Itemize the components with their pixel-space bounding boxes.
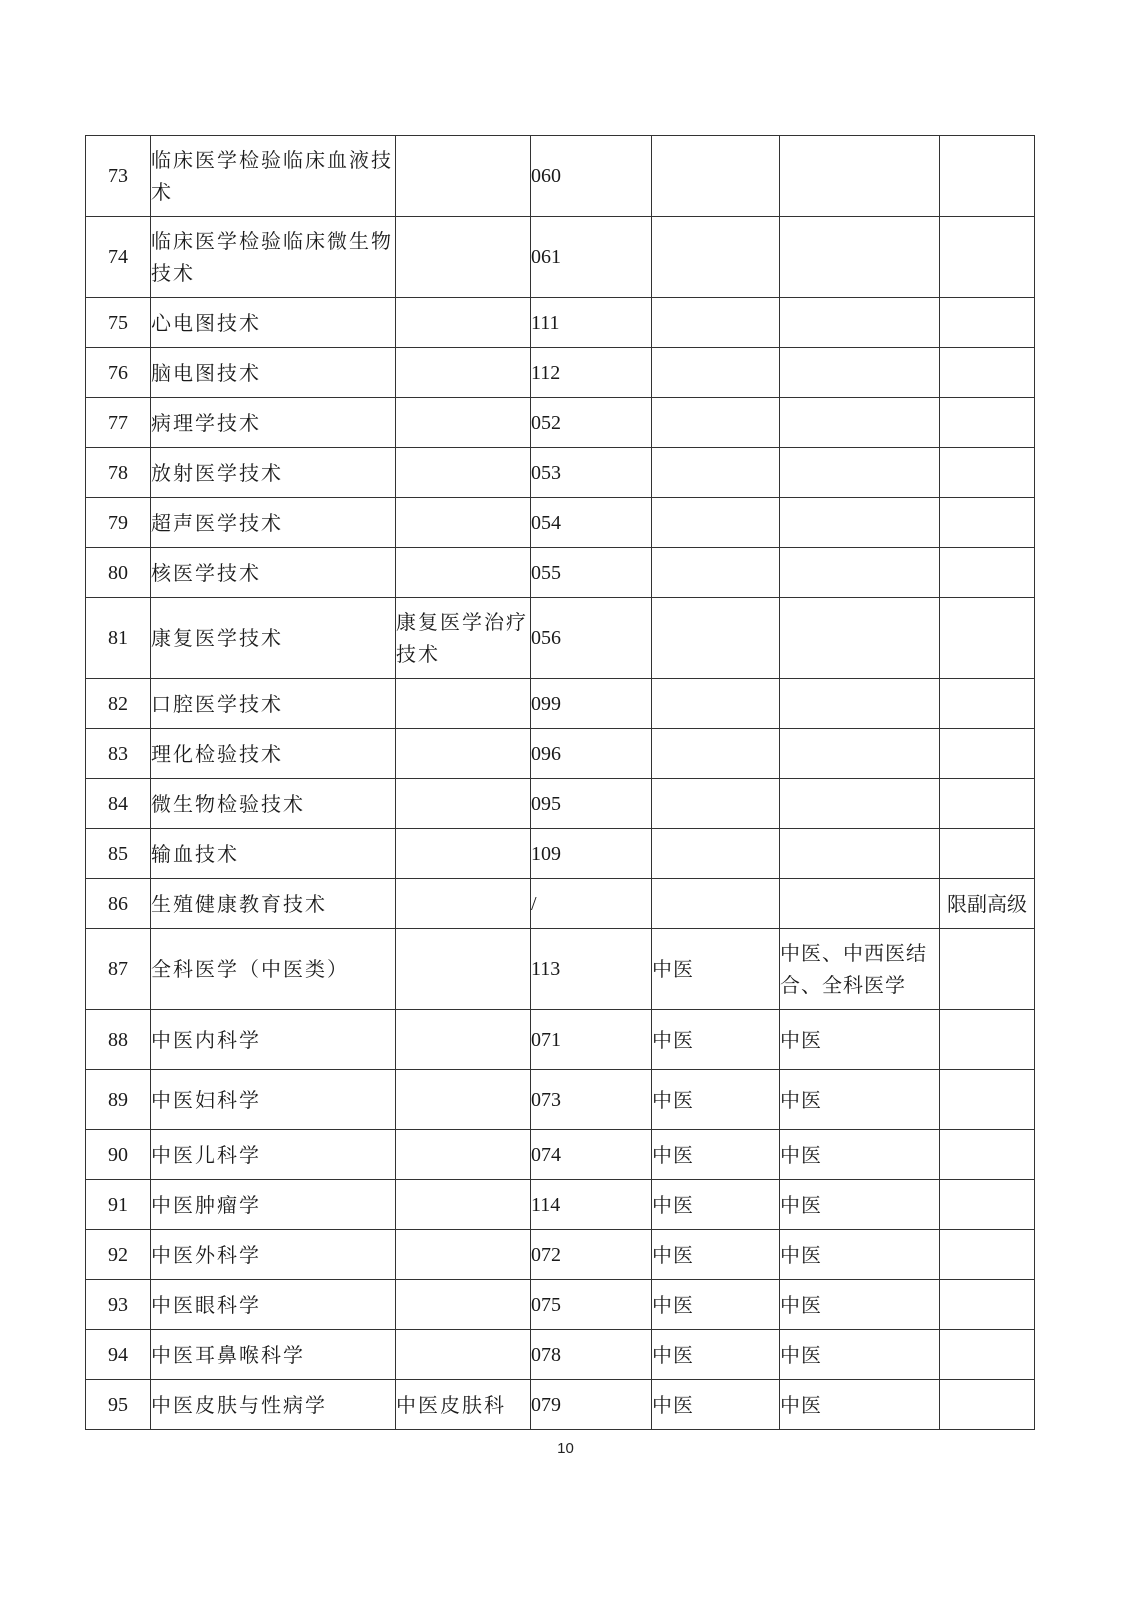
- note-cell: [940, 548, 1035, 598]
- alternate-name-cell: [396, 1180, 531, 1230]
- note-cell: [940, 136, 1035, 217]
- row-number-cell: 86: [86, 879, 151, 929]
- category-b-cell: 中医: [780, 1330, 940, 1380]
- row-number-cell: 87: [86, 929, 151, 1010]
- note-cell: 限副高级: [940, 879, 1035, 929]
- category-a-cell: 中医: [652, 1330, 780, 1380]
- specialty-code-cell: 073: [531, 1070, 652, 1130]
- note-cell: [940, 679, 1035, 729]
- note-cell: [940, 779, 1035, 829]
- alternate-name-cell: [396, 448, 531, 498]
- table-row: [86, 1380, 1035, 1430]
- table-row: [86, 1130, 1035, 1180]
- table-row: [86, 779, 1035, 829]
- category-b-cell: [780, 729, 940, 779]
- note-cell: [940, 348, 1035, 398]
- specialty-name-cell: 临床医学检验临床血液技术: [151, 136, 396, 217]
- category-a-cell: 中医: [652, 929, 780, 1010]
- specialty-name-cell: 临床医学检验临床微生物技术: [151, 217, 396, 298]
- specialty-code-cell: 055: [531, 548, 652, 598]
- category-a-cell: [652, 598, 780, 679]
- table-row: [86, 1180, 1035, 1230]
- category-a-cell: [652, 679, 780, 729]
- specialty-table: [85, 135, 1035, 1430]
- table-row: [86, 1280, 1035, 1330]
- table-row: [86, 548, 1035, 598]
- specialty-name-cell: 中医耳鼻喉科学: [151, 1330, 396, 1380]
- category-a-cell: 中医: [652, 1180, 780, 1230]
- specialty-name-cell: 病理学技术: [151, 398, 396, 448]
- category-a-cell: 中医: [652, 1130, 780, 1180]
- alternate-name-cell: [396, 1330, 531, 1380]
- specialty-name-cell: 中医内科学: [151, 1010, 396, 1070]
- alternate-name-cell: [396, 729, 531, 779]
- category-a-cell: [652, 829, 780, 879]
- specialty-code-cell: 095: [531, 779, 652, 829]
- alternate-name-cell: [396, 1130, 531, 1180]
- alternate-name-cell: [396, 1230, 531, 1280]
- page-number: 10: [557, 1440, 574, 1457]
- alternate-name-cell: 康复医学治疗技术: [396, 598, 531, 679]
- row-number-cell: 82: [86, 679, 151, 729]
- specialty-name-cell: 超声医学技术: [151, 498, 396, 548]
- row-number-cell: 90: [86, 1130, 151, 1180]
- specialty-name-cell: 中医妇科学: [151, 1070, 396, 1130]
- specialty-code-cell: 053: [531, 448, 652, 498]
- specialty-code-cell: 060: [531, 136, 652, 217]
- category-b-cell: [780, 679, 940, 729]
- specialty-code-cell: 052: [531, 398, 652, 448]
- specialty-name-cell: 口腔医学技术: [151, 679, 396, 729]
- specialty-code-cell: 075: [531, 1280, 652, 1330]
- specialty-code-cell: 054: [531, 498, 652, 548]
- specialty-code-cell: 113: [531, 929, 652, 1010]
- row-number-cell: 88: [86, 1010, 151, 1070]
- alternate-name-cell: [396, 779, 531, 829]
- note-cell: [940, 498, 1035, 548]
- category-a-cell: [652, 779, 780, 829]
- category-b-cell: [780, 298, 940, 348]
- category-b-cell: 中医: [780, 1130, 940, 1180]
- note-cell: [940, 298, 1035, 348]
- specialty-code-cell: 061: [531, 217, 652, 298]
- row-number-cell: 81: [86, 598, 151, 679]
- row-number-cell: 89: [86, 1070, 151, 1130]
- alternate-name-cell: [396, 498, 531, 548]
- category-a-cell: [652, 498, 780, 548]
- note-cell: [940, 829, 1035, 879]
- alternate-name-cell: [396, 136, 531, 217]
- alternate-name-cell: [396, 548, 531, 598]
- note-cell: [940, 1280, 1035, 1330]
- alternate-name-cell: [396, 298, 531, 348]
- category-a-cell: [652, 729, 780, 779]
- alternate-name-cell: [396, 929, 531, 1010]
- table-row: [86, 598, 1035, 679]
- specialty-name-cell: 心电图技术: [151, 298, 396, 348]
- category-a-cell: [652, 448, 780, 498]
- note-cell: [940, 1330, 1035, 1380]
- row-number-cell: 91: [86, 1180, 151, 1230]
- specialty-name-cell: 康复医学技术: [151, 598, 396, 679]
- category-a-cell: 中医: [652, 1280, 780, 1330]
- category-b-cell: [780, 498, 940, 548]
- note-cell: [940, 398, 1035, 448]
- note-cell: [940, 1380, 1035, 1430]
- alternate-name-cell: 中医皮肤科: [396, 1380, 531, 1430]
- note-cell: [940, 217, 1035, 298]
- category-a-cell: [652, 879, 780, 929]
- category-a-cell: [652, 298, 780, 348]
- row-number-cell: 80: [86, 548, 151, 598]
- row-number-cell: 93: [86, 1280, 151, 1330]
- specialty-code-cell: 078: [531, 1330, 652, 1380]
- row-number-cell: 94: [86, 1330, 151, 1380]
- table-row: [86, 679, 1035, 729]
- category-b-cell: [780, 829, 940, 879]
- table-row: [86, 217, 1035, 298]
- category-b-cell: 中医: [780, 1280, 940, 1330]
- note-cell: [940, 929, 1035, 1010]
- category-b-cell: [780, 779, 940, 829]
- specialty-code-cell: /: [531, 879, 652, 929]
- category-b-cell: [780, 217, 940, 298]
- specialty-code-cell: 096: [531, 729, 652, 779]
- specialty-code-cell: 071: [531, 1010, 652, 1070]
- table-row: [86, 398, 1035, 448]
- specialty-name-cell: 输血技术: [151, 829, 396, 879]
- category-b-cell: 中医: [780, 1180, 940, 1230]
- table-row: [86, 1230, 1035, 1280]
- alternate-name-cell: [396, 1280, 531, 1330]
- row-number-cell: 76: [86, 348, 151, 398]
- row-number-cell: 85: [86, 829, 151, 879]
- specialty-name-cell: 中医肿瘤学: [151, 1180, 396, 1230]
- specialty-name-cell: 脑电图技术: [151, 348, 396, 398]
- specialty-code-cell: 111: [531, 298, 652, 348]
- specialty-code-cell: 074: [531, 1130, 652, 1180]
- category-a-cell: 中医: [652, 1010, 780, 1070]
- specialty-name-cell: 中医儿科学: [151, 1130, 396, 1180]
- row-number-cell: 75: [86, 298, 151, 348]
- alternate-name-cell: [396, 398, 531, 448]
- category-b-cell: [780, 448, 940, 498]
- row-number-cell: 92: [86, 1230, 151, 1280]
- specialty-name-cell: 核医学技术: [151, 548, 396, 598]
- table-row: [86, 1070, 1035, 1130]
- category-b-cell: [780, 136, 940, 217]
- category-b-cell: [780, 548, 940, 598]
- alternate-name-cell: [396, 879, 531, 929]
- note-cell: [940, 1130, 1035, 1180]
- note-cell: [940, 598, 1035, 679]
- alternate-name-cell: [396, 679, 531, 729]
- specialty-name-cell: 理化检验技术: [151, 729, 396, 779]
- row-number-cell: 78: [86, 448, 151, 498]
- category-a-cell: [652, 136, 780, 217]
- note-cell: [940, 1070, 1035, 1130]
- category-b-cell: 中医: [780, 1010, 940, 1070]
- table-row: [86, 879, 1035, 929]
- table-row: [86, 448, 1035, 498]
- note-cell: [940, 1230, 1035, 1280]
- table-row: [86, 1010, 1035, 1070]
- table-row: [86, 929, 1035, 1010]
- category-a-cell: 中医: [652, 1070, 780, 1130]
- category-a-cell: [652, 348, 780, 398]
- category-b-cell: 中医、中西医结合、全科医学: [780, 929, 940, 1010]
- note-cell: [940, 729, 1035, 779]
- specialty-name-cell: 中医皮肤与性病学: [151, 1380, 396, 1430]
- table-row: [86, 136, 1035, 217]
- row-number-cell: 73: [86, 136, 151, 217]
- table-row: [86, 1330, 1035, 1380]
- specialty-code-cell: 056: [531, 598, 652, 679]
- category-a-cell: [652, 398, 780, 448]
- row-number-cell: 95: [86, 1380, 151, 1430]
- specialty-code-cell: 079: [531, 1380, 652, 1430]
- specialty-name-cell: 微生物检验技术: [151, 779, 396, 829]
- table-row: [86, 348, 1035, 398]
- category-b-cell: 中医: [780, 1070, 940, 1130]
- category-a-cell: [652, 548, 780, 598]
- specialty-code-cell: 109: [531, 829, 652, 879]
- specialty-name-cell: 生殖健康教育技术: [151, 879, 396, 929]
- category-a-cell: 中医: [652, 1380, 780, 1430]
- specialty-code-cell: 072: [531, 1230, 652, 1280]
- specialty-code-cell: 099: [531, 679, 652, 729]
- specialty-name-cell: 中医眼科学: [151, 1280, 396, 1330]
- category-b-cell: [780, 348, 940, 398]
- specialty-name-cell: 中医外科学: [151, 1230, 396, 1280]
- row-number-cell: 83: [86, 729, 151, 779]
- specialty-code-cell: 112: [531, 348, 652, 398]
- alternate-name-cell: [396, 1010, 531, 1070]
- note-cell: [940, 1010, 1035, 1070]
- alternate-name-cell: [396, 1070, 531, 1130]
- specialty-code-cell: 114: [531, 1180, 652, 1230]
- table-row: [86, 829, 1035, 879]
- category-b-cell: [780, 598, 940, 679]
- category-a-cell: [652, 217, 780, 298]
- category-b-cell: [780, 879, 940, 929]
- row-number-cell: 79: [86, 498, 151, 548]
- note-cell: [940, 1180, 1035, 1230]
- specialty-name-cell: 放射医学技术: [151, 448, 396, 498]
- table-row: [86, 298, 1035, 348]
- row-number-cell: 84: [86, 779, 151, 829]
- specialty-name-cell: 全科医学（中医类）: [151, 929, 396, 1010]
- category-a-cell: 中医: [652, 1230, 780, 1280]
- category-b-cell: 中医: [780, 1380, 940, 1430]
- table-row: [86, 498, 1035, 548]
- row-number-cell: 77: [86, 398, 151, 448]
- row-number-cell: 74: [86, 217, 151, 298]
- note-cell: [940, 448, 1035, 498]
- table-row: [86, 729, 1035, 779]
- alternate-name-cell: [396, 829, 531, 879]
- alternate-name-cell: [396, 217, 531, 298]
- alternate-name-cell: [396, 348, 531, 398]
- category-b-cell: 中医: [780, 1230, 940, 1280]
- category-b-cell: [780, 398, 940, 448]
